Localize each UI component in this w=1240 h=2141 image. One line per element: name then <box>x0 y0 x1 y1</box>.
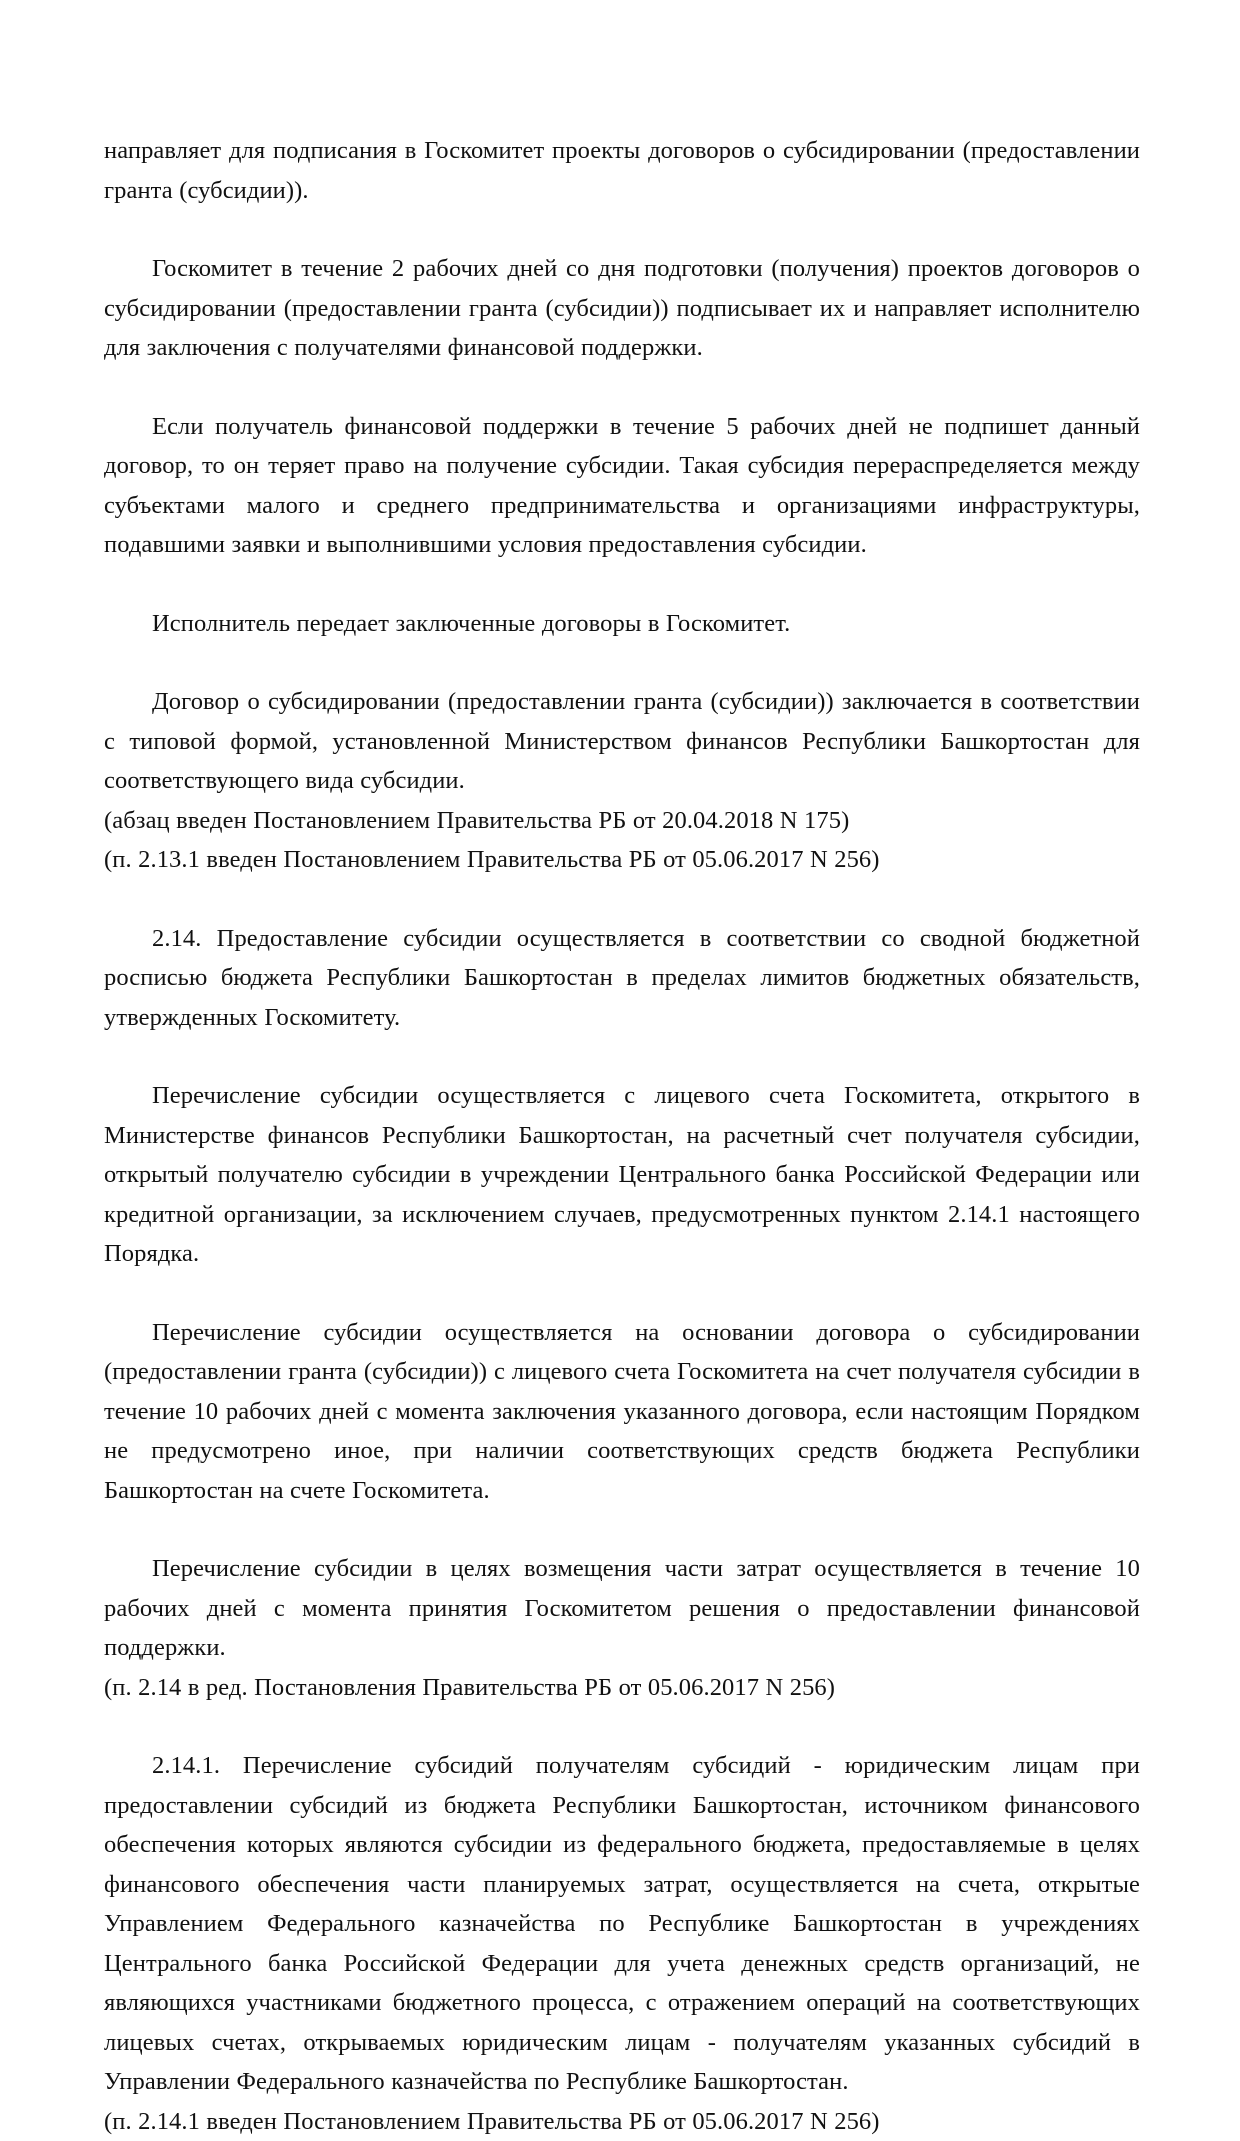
reference-note-2018-175: (абзац введен Постановлением Правительства РБ от 20.04.2018 N 175) <box>104 801 1140 841</box>
document-text-body <box>104 131 1140 2141</box>
paragraph-continuation: направляет для подписания в Госкомитет проекты договоров о субсидировании (предоставлении гранта (субсидии)). <box>104 131 1140 210</box>
paragraph-2-14-1-treasury-accounts: 2.14.1. Перечисление субсидий получателям субсидий - юридическим лицам при предоставлении субсидий из бюджета Республики Башкортостан, источником финансового обеспечения которых являются субсидии из федерального бюджета, предоставляемые в целях финансового обеспечения части планируемых затрат, осуществляется на счета, открытые Управлением Федерального казначейства по Республике Башкортостан в учреждениях Центрального банка Российской Федерации для учета денежных средств организаций, не являющихся участниками бюджетного процесса, с отражением операций на соответствующих лицевых счетах, открываемых юридическим лицам - получателям указанных субсидий в Управлении Федерального казначейства по Республике Башкортостан. <box>104 1746 1140 2102</box>
paragraph-spacer <box>104 368 1140 407</box>
paragraph-2-14-budget-schedule: 2.14. Предоставление субсидии осуществляется в соответствии со сводной бюджетной росписью бюджета Республики Башкортостан в пределах лимитов бюджетных обязательств, утвержденных Госкомитету. <box>104 919 1140 1038</box>
paragraph-spacer <box>104 880 1140 919</box>
paragraph-spacer <box>104 1274 1140 1313</box>
paragraph-transfer-cost-reimbursement: Перечисление субсидии в целях возмещения части затрат осуществляется в течение 10 рабочих дней с момента принятия Госкомитетом решения о предоставлении финансовой поддержки. <box>104 1549 1140 1668</box>
paragraph-spacer <box>104 1707 1140 1746</box>
reference-note-p214-2017-256: (п. 2.14 в ред. Постановления Правительства РБ от 05.06.2017 N 256) <box>104 1668 1140 1708</box>
paragraph-ispolnitel-transfers: Исполнитель передает заключенные договоры в Госкомитет. <box>104 604 1140 644</box>
paragraph-spacer <box>104 1510 1140 1549</box>
reference-note-p2131-2017-256: (п. 2.13.1 введен Постановлением Правительства РБ от 05.06.2017 N 256) <box>104 840 1140 880</box>
paragraph-spacer <box>104 643 1140 682</box>
paragraph-spacer <box>104 565 1140 604</box>
paragraph-contract-standard-form: Договор о субсидировании (предоставлении гранта (субсидии)) заключается в соответствии с типовой формой, установленной Министерством финансов Республики Башкортостан для соответствующего вида субсидии. <box>104 682 1140 801</box>
paragraph-spacer <box>104 210 1140 249</box>
reference-note-p2141-2017-256: (п. 2.14.1 введен Постановлением Правительства РБ от 05.06.2017 N 256) <box>104 2102 1140 2141</box>
paragraph-5-days-signing: Если получатель финансовой поддержки в течение 5 рабочих дней не подпишет данный договор, то он теряет право на получение субсидии. Такая субсидия перераспределяется между субъектами малого и среднего предпринимательства и организациями инфраструктуры, подавшими заявки и выполнившими условия предоставления субсидии. <box>104 407 1140 565</box>
paragraph-goskomitet-2-days: Госкомитет в течение 2 рабочих дней со дня подготовки (получения) проектов договоров о субсидировании (предоставлении гранта (субсидии)) подписывает их и направляет исполнителю для заключения с получателями финансовой поддержки. <box>104 249 1140 368</box>
paragraph-transfer-from-personal-account: Перечисление субсидии осуществляется с лицевого счета Госкомитета, открытого в Министерстве финансов Республики Башкортостан, на расчетный счет получателя субсидии, открытый получателю субсидии в учреждении Центрального банка Российской Федерации или кредитной организации, за исключением случаев, предусмотренных пунктом 2.14.1 настоящего Порядка. <box>104 1076 1140 1274</box>
paragraph-spacer <box>104 1037 1140 1076</box>
paragraph-transfer-basis-contract: Перечисление субсидии осуществляется на основании договора о субсидировании (предоставлении гранта (субсидии)) с лицевого счета Госкомитета на счет получателя субсидии в течение 10 рабочих дней с момента заключения указанного договора, если настоящим Порядком не предусмотрено иное, при наличии соответствующих средств бюджета Республики Башкортостан на счете Госкомитета. <box>104 1313 1140 1511</box>
